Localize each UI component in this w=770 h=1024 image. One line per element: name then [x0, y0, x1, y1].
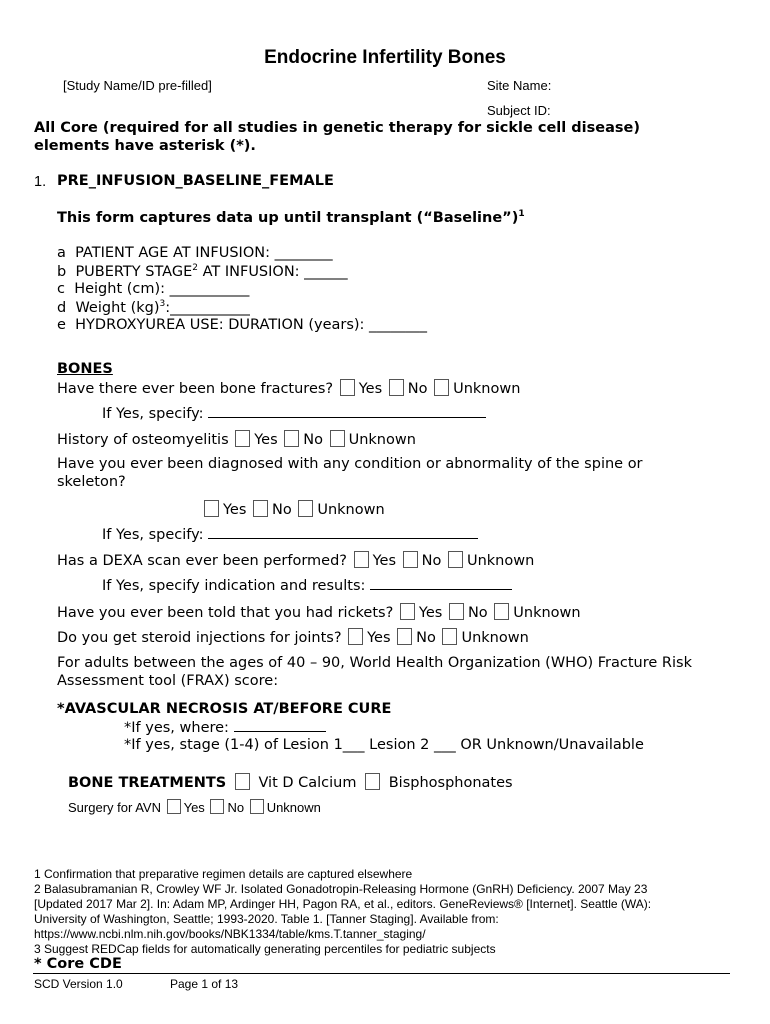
rickets-no-checkbox[interactable] — [449, 603, 464, 620]
fractures-yes-checkbox[interactable] — [340, 379, 355, 396]
fractures-unknown-checkbox[interactable] — [434, 379, 449, 396]
frax-line1: For adults between the ages of 40 – 90, World Health Organization (WHO) Fracture Risk — [57, 655, 692, 671]
steroid-no-checkbox[interactable] — [397, 628, 412, 645]
steroid-yes-checkbox[interactable] — [348, 628, 363, 645]
baseline-item-d[interactable]: d Weight (kg)$^3$:___________ — [57, 299, 250, 316]
baseline-item-e[interactable]: e HYDROXYUREA USE: DURATION (years): ________ — [57, 317, 428, 333]
dexa-yes-checkbox[interactable] — [354, 551, 369, 568]
footnote-2-line3: University of Washington, Seattle; 1993-2020. Table 1. [Tanner Staging]. Available from: — [34, 912, 499, 926]
spine-no-checkbox[interactable] — [253, 500, 268, 517]
study-name: [Study Name/ID pre-filled] — [63, 78, 212, 93]
footnote-2-line2: [Updated 2017 Mar 2]. In: Adam MP, Ardinger HH, Pagon RA, et al., editors. GeneReviews® [Internet]. Seattle (WA): — [34, 897, 652, 911]
bisphosphonates-checkbox[interactable] — [365, 773, 380, 790]
core-note: All Core (required for all studies in genetic therapy for sickle cell disease) elements have asterisk (*). — [34, 120, 640, 154]
section-title: PRE_INFUSION_BASELINE_FEMALE — [57, 173, 334, 189]
bones-heading: BONES — [57, 361, 113, 377]
footnote-3: 3 Suggest REDCap fields for automatically generating percentiles for pediatric subjects — [34, 942, 496, 956]
rickets-yes-checkbox[interactable] — [400, 603, 415, 620]
footnote-1: 1 Confirmation that preparative regimen details are captured elsewhere — [34, 867, 413, 881]
osteomyelitis-question: History of osteomyelitis Yes No Unknown — [57, 432, 416, 448]
fractures-specify: If Yes, specify: — [102, 405, 486, 422]
spine-options: Yes No Unknown — [202, 500, 385, 518]
osteomyelitis-unknown-checkbox[interactable] — [330, 430, 345, 447]
fractures-specify-field[interactable] — [208, 405, 486, 418]
dexa-no-checkbox[interactable] — [403, 551, 418, 568]
surgery-no-checkbox[interactable] — [210, 799, 224, 814]
footnote-2-line4[interactable]: https://www.ncbi.nlm.nih.gov/books/NBK1334/table/kms.T.tanner_staging/ — [34, 927, 426, 941]
spine-unknown-checkbox[interactable] — [298, 500, 313, 517]
rickets-unknown-checkbox[interactable] — [494, 603, 509, 620]
version-label: SCD Version 1.0 — [34, 977, 123, 991]
avn-heading: *AVASCULAR NECROSIS AT/BEFORE CURE — [57, 701, 392, 717]
footer-divider — [33, 973, 730, 974]
steroid-unknown-checkbox[interactable] — [442, 628, 457, 645]
page-title: Endocrine Infertility Bones — [264, 47, 506, 68]
osteomyelitis-no-checkbox[interactable] — [284, 430, 299, 447]
spine-question-line1: Have you ever been diagnosed with any condition or abnormality of the spine or — [57, 456, 643, 472]
spine-yes-checkbox[interactable] — [204, 500, 219, 517]
frax-line2: Assessment tool (FRAX) score: — [57, 673, 279, 689]
surgery-unknown-checkbox[interactable] — [250, 799, 264, 814]
dexa-specify: If Yes, specify indication and results: — [102, 577, 512, 594]
spine-specify-field[interactable] — [208, 526, 478, 539]
site-name-label: Site Name: — [487, 78, 552, 93]
bone-treatments: BONE TREATMENTS Vit D Calcium Bisphosphonates — [68, 775, 513, 791]
section-number: 1. — [34, 174, 47, 190]
footnote-2-line1: 2 Balasubramanian R, Crowley WF Jr. Isolated Gonadotropin-Releasing Hormone (GnRH) Deficiency. 2007 May 23 — [34, 882, 648, 896]
spine-specify: If Yes, specify: — [102, 526, 478, 543]
page-number: Page 1 of 13 — [170, 977, 239, 991]
avn-stage[interactable]: *If yes, stage (1-4) of Lesion 1___ Lesion 2 ___ OR Unknown/Unavailable — [124, 737, 644, 753]
subject-id-label: Subject ID: — [487, 103, 551, 118]
dexa-unknown-checkbox[interactable] — [448, 551, 463, 568]
rickets-question: Have you ever been told that you had rickets? Yes No Unknown — [57, 605, 581, 621]
baseline-item-c[interactable]: c Height (cm): ___________ — [57, 281, 250, 297]
dexa-specify-field[interactable] — [370, 577, 512, 590]
baseline-item-a[interactable]: a PATIENT AGE AT INFUSION: ________ — [57, 245, 333, 261]
dexa-question: Has a DEXA scan ever been performed? Yes No Unknown — [57, 553, 535, 569]
core-cde-note: * Core CDE — [34, 956, 122, 972]
osteomyelitis-yes-checkbox[interactable] — [235, 430, 250, 447]
baseline-item-b[interactable]: b PUBERTY STAGE$^2$ AT INFUSION: ______ — [57, 263, 348, 280]
surgery-avn: Surgery for AVN Yes No Unknown — [68, 800, 321, 815]
fractures-no-checkbox[interactable] — [389, 379, 404, 396]
section-subtitle: This form captures data up until transplant (“Baseline”)$^1$ — [57, 209, 525, 226]
fractures-question: Have there ever been bone fractures? Yes No Unknown — [57, 381, 521, 397]
steroid-question: Do you get steroid injections for joints? Yes No Unknown — [57, 630, 529, 646]
vit-d-calcium-checkbox[interactable] — [235, 773, 250, 790]
surgery-yes-checkbox[interactable] — [167, 799, 181, 814]
avn-where: *If yes, where: — [124, 719, 326, 736]
avn-where-field[interactable] — [234, 719, 326, 732]
spine-question-line2: skeleton? — [57, 474, 126, 490]
